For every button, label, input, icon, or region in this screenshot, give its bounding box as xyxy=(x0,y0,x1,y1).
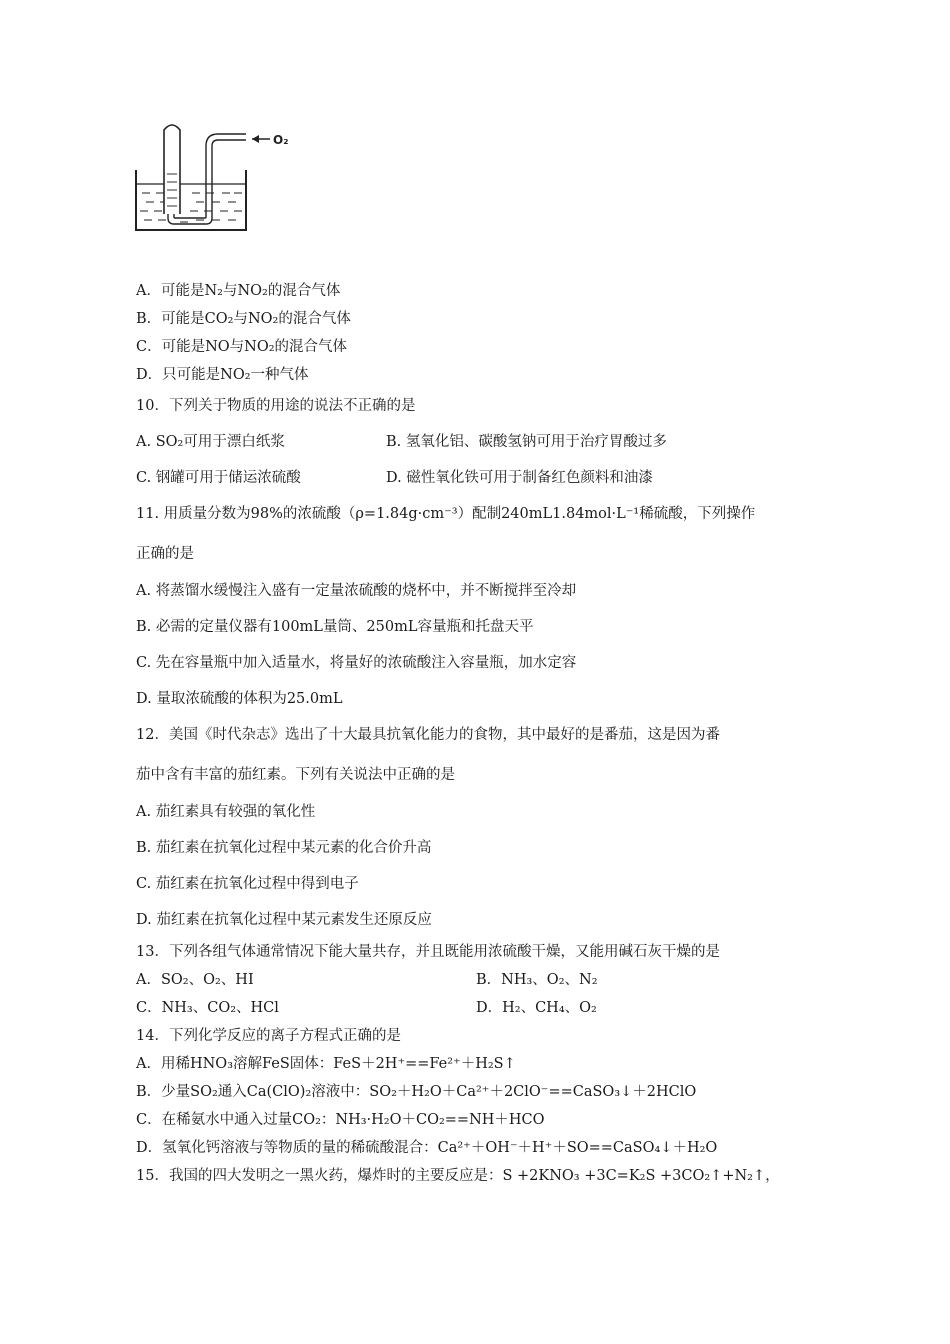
q13-stem: 13．下列各组气体通常情况下能大量共存，并且既能用浓硫酸干燥，又能用碱石灰干燥的是 xyxy=(136,944,720,960)
q10-option-d: D. 磁性氧化铁可用于制备红色颜料和油漆 xyxy=(386,470,653,486)
q10-option-a: A. SO₂可用于漂白纸浆 xyxy=(136,434,285,450)
q13-option-a: A．SO₂、O₂、HI xyxy=(136,972,254,988)
q12-option-a: A. 茄红素具有较强的氧化性 xyxy=(136,804,316,820)
q14-option-c: C．在稀氨水中通入过量CO₂：NH₃·H₂O＋CO₂==NH＋HCO xyxy=(136,1112,545,1128)
figure-gas-label: O₂ xyxy=(273,133,289,147)
q9-option-a: A．可能是N₂与NO₂的混合气体 xyxy=(136,283,341,299)
q10-stem: 10．下列关于物质的用途的说法不正确的是 xyxy=(136,398,416,414)
q11-option-b: B. 必需的定量仪器有100mL量筒、250mL容量瓶和托盘天平 xyxy=(136,619,534,635)
q12-stem-line2: 茄中含有丰富的茄红素。下列有关说法中正确的是 xyxy=(136,767,455,783)
q14-option-a: A．用稀HNO₃溶解FeS固体：FeS＋2H⁺==Fe²⁺＋H₂S↑ xyxy=(136,1056,516,1072)
q11-option-a: A. 将蒸馏水缓慢注入盛有一定量浓硫酸的烧杯中，并不断搅拌至冷却 xyxy=(136,583,577,599)
q13-option-d: D．H₂、CH₄、O₂ xyxy=(476,1000,597,1016)
q10-option-b: B. 氢氧化铝、碳酸氢钠可用于治疗胃酸过多 xyxy=(386,434,667,450)
q12-option-c: C. 茄红素在抗氧化过程中得到电子 xyxy=(136,876,359,892)
q10-option-c: C. 钢罐可用于储运浓硫酸 xyxy=(136,470,301,486)
q12-option-b: B. 茄红素在抗氧化过程中某元素的化合价升高 xyxy=(136,840,432,856)
q14-option-d: D．氢氧化钙溶液与等物质的量的稀硫酸混合：Ca²⁺＋OH⁻＋H⁺＋SO==CaSO₄↓＋H₂O xyxy=(136,1140,718,1156)
q11-option-c: C. 先在容量瓶中加入适量水，将量好的浓硫酸注入容量瓶，加水定容 xyxy=(136,655,577,671)
q14-stem: 14．下列化学反应的离子方程式正确的是 xyxy=(136,1028,401,1044)
q9-option-c: C．可能是NO与NO₂的混合气体 xyxy=(136,339,348,355)
q11-stem-line2: 正确的是 xyxy=(136,546,194,562)
q9-option-d: D．只可能是NO₂一种气体 xyxy=(136,367,309,383)
q12-option-d: D. 茄红素在抗氧化过程中某元素发生还原反应 xyxy=(136,912,432,928)
q11-stem-line1: 11. 用质量分数为98%的浓硫酸（ρ=1.84g·cm⁻³）配制240mL1.84mol·L⁻¹稀硫酸，下列操作 xyxy=(136,506,756,522)
gas-collection-apparatus-figure xyxy=(134,118,304,236)
q11-option-d: D. 量取浓硫酸的体积为25.0mL xyxy=(136,691,343,707)
q9-option-b: B．可能是CO₂与NO₂的混合气体 xyxy=(136,311,351,327)
q13-option-b: B．NH₃、O₂、N₂ xyxy=(476,972,598,988)
q13-option-c: C．NH₃、CO₂、HCl xyxy=(136,1000,279,1016)
q12-stem-line1: 12．美国《时代杂志》选出了十大最具抗氧化能力的食物，其中最好的是番茄，这是因为番 xyxy=(136,727,720,743)
q15-stem: 15．我国的四大发明之一黑火药，爆炸时的主要反应是：S +2KNO₃ +3C=K₂S +3CO₂↑+N₂↑， xyxy=(136,1168,780,1184)
q14-option-b: B．少量SO₂通入Ca(ClO)₂溶液中：SO₂＋H₂O＋Ca²⁺＋2ClO⁻==CaSO₃↓＋2HClO xyxy=(136,1084,697,1100)
